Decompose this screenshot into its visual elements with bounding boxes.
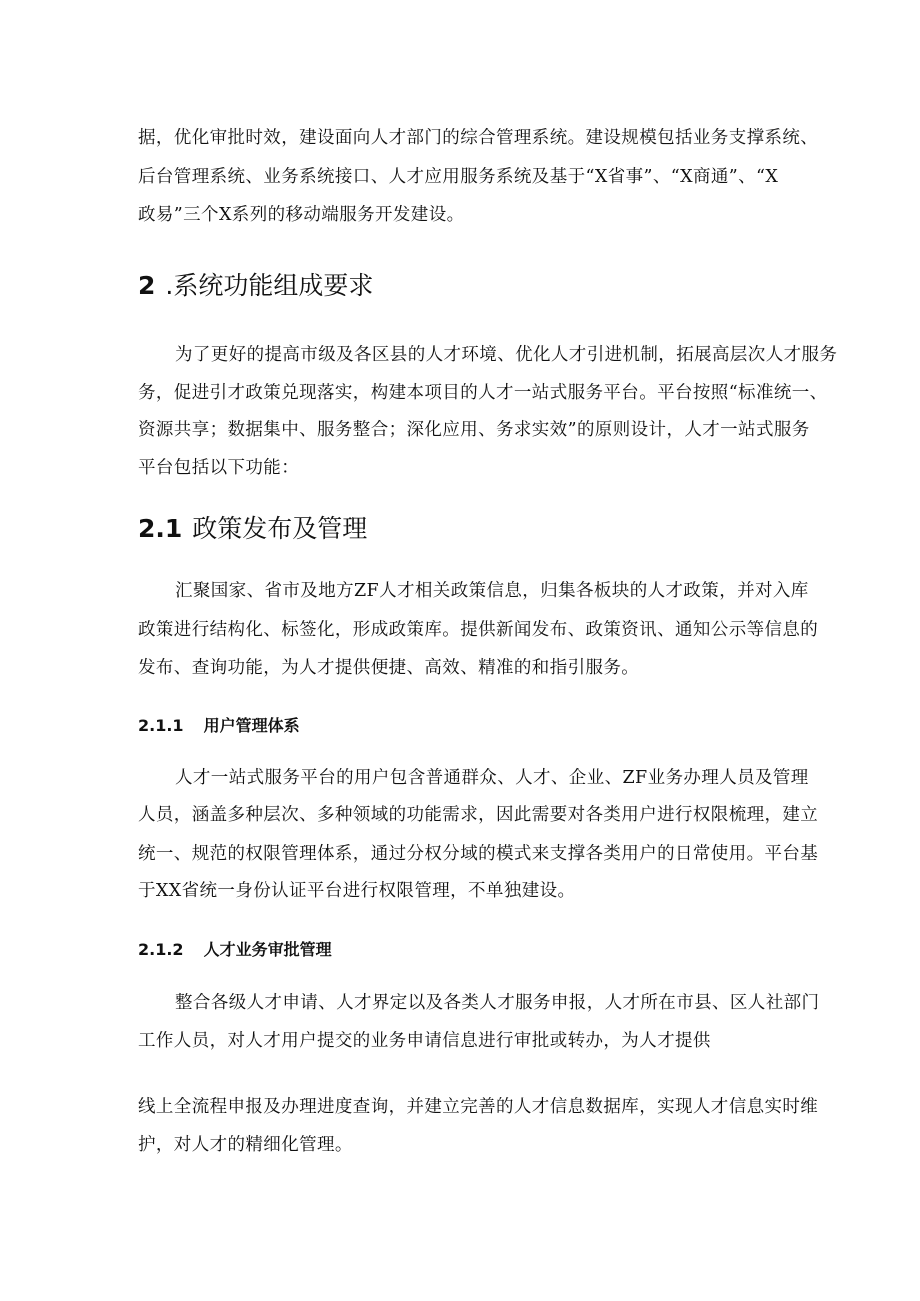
section-2-para-line-2: 务，促进引才政策兑现落实，构建本项目的人才一站式服务平台。平台按照“标准统一、 [138,383,828,403]
section-2-number: 2 [138,271,156,300]
section-2-1-2-title: 人才业务审批管理 [203,940,332,959]
section-2-para-line-3: 资源共享；数据集中、服务整合；深化应用、务求实效”的原则设计，人才一站式服务 [138,420,810,440]
section-2-title: .系统功能组成要求 [165,271,374,300]
section-2-heading [138,271,373,301]
section-2-1-number: 2.1 [138,514,183,543]
section-2-1-1-heading [138,715,300,737]
section-2-1-title: 政策发布及管理 [192,514,368,543]
intro-line-2: 后台管理系统、业务系统接口、人才应用服务系统及基于“X省事”、“X商通”、“X [138,167,779,187]
section-2-1-2-heading [138,939,332,961]
section-2-1-para-line-3: 发布、查询功能，为人才提供便捷、高效、精准的和指引服务。 [138,658,640,678]
section-2-1-1-title: 用户管理体系 [203,716,300,735]
section-2-1-1-para-line-4: 于XX省统一身份认证平台进行权限管理，不单独建设。 [138,881,576,901]
section-2-1-1-para-line-2: 人员，涵盖多种层次、多种领域的功能需求，因此需要对各类用户进行权限梳理，建立 [138,805,819,825]
intro-line-3: 政易”三个X系列的移动端服务开发建设。 [138,205,465,225]
section-2-1-1-para-line-1: 人才一站式服务平台的用户包含普通群众、人才、企业、ZF业务办理人员及管理 [175,768,809,788]
section-2-para-line-4: 平台包括以下功能： [138,458,300,478]
section-2-para-line-1: 为了更好的提高市级及各区县的人才环境、优化人才引进机制，拓展高层次人才服务 [175,345,838,365]
section-2-1-para-line-1: 汇聚国家、省市及地方ZF人才相关政策信息，归集各板块的人才政策，并对入库 [175,581,809,601]
section-2-1-para-line-2: 政策进行结构化、标签化，形成政策库。提供新闻发布、政策资讯、通知公示等信息的 [138,620,819,640]
section-2-1-heading [138,514,367,544]
section-2-1-1-number: 2.1.1 [138,716,184,735]
section-2-1-1-para-line-3: 统一、规范的权限管理体系，通过分权分域的模式来支撑各类用户的日常使用。平台基 [138,844,819,864]
section-2-1-2-continuation-line-1: 线上全流程申报及办理进度查询，并建立完善的人才信息数据库，实现人才信息实时维 [138,1097,819,1117]
section-2-1-2-para-line-2: 工作人员，对人才用户提交的业务申请信息进行审批或转办，为人才提供 [138,1031,711,1051]
section-2-1-2-continuation-line-2: 护，对人才的精细化管理。 [138,1135,353,1155]
section-2-1-2-number: 2.1.2 [138,940,184,959]
section-2-1-2-para-line-1: 整合各级人才申请、人才界定以及各类人才服务申报，人才所在市县、区人社部门 [175,993,820,1013]
intro-line-1: 据，优化审批时效，建设面向人才部门的综合管理系统。建设规模包括业务支撑系统、 [138,128,819,148]
